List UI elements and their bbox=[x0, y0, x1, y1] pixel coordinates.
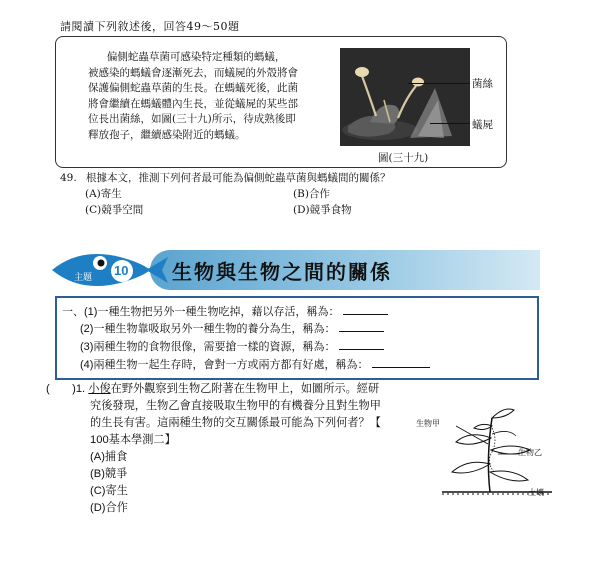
definition-prefix: 一、 bbox=[62, 306, 84, 318]
answer-blank[interactable] bbox=[372, 357, 430, 368]
option-c[interactable]: (C)競爭空間 bbox=[85, 204, 144, 216]
passage-line: 保護偏側蛇蟲草菌的生長。在螞蟻死後，此菌 bbox=[88, 82, 298, 95]
definition-4 bbox=[80, 356, 430, 372]
label-ant-corpse: 蟻屍 bbox=[472, 119, 493, 131]
passage-text bbox=[88, 50, 328, 144]
passage-line: 位長出菌絲，如圖(三十九)所示，待成熟後即 bbox=[88, 113, 296, 126]
question-text: 在野外觀察到生物乙附著在生物甲上，如圖所示。經研 bbox=[110, 383, 380, 395]
answer-blank[interactable] bbox=[339, 321, 384, 332]
answer-paren[interactable]: ( ) bbox=[46, 383, 76, 395]
label-organism-a: 生物甲 bbox=[416, 419, 440, 428]
option-a[interactable]: (A)寄生 bbox=[85, 188, 122, 200]
passage-line: 釋放孢子，繼續感染附近的螞蟻。 bbox=[88, 128, 246, 141]
passage-line: 偏側蛇蟲草菌可感染特定種類的螞蟻， bbox=[106, 51, 286, 63]
label-organism-b: 生物乙 bbox=[518, 448, 542, 457]
fungus-ant-photo bbox=[340, 48, 470, 146]
question-number: 49. bbox=[60, 172, 77, 184]
option-b[interactable]: (B)合作 bbox=[293, 188, 330, 200]
definition-text: (2)一種生物靠吸取另外一種生物的養分為生，稱為： bbox=[80, 323, 336, 335]
topic-title: 生物與生物之間的關係 bbox=[172, 260, 392, 284]
label-soil: 土壤 bbox=[528, 488, 544, 497]
option-d[interactable]: (D)競爭食物 bbox=[293, 204, 352, 216]
label-hyphae: 菌絲 bbox=[472, 78, 493, 90]
answer-blank[interactable] bbox=[343, 304, 388, 315]
passage-intro: 請閱讀下列敘述後，回答49～50題 bbox=[60, 20, 240, 33]
pointer-line-corpse bbox=[430, 123, 470, 124]
definition-text: (4)兩種生物一起生存時，會對一方或兩方都有好處，稱為： bbox=[80, 359, 369, 371]
definition-1 bbox=[62, 303, 388, 319]
option-d[interactable]: (D)合作 bbox=[90, 502, 128, 514]
topic-label: 主題 bbox=[74, 272, 93, 282]
question-line: 究後發現，生物乙會直接吸取生物甲的有機養分且對生物甲 bbox=[90, 400, 381, 412]
definition-2 bbox=[80, 320, 384, 336]
definition-3 bbox=[80, 338, 384, 354]
question-line: 的生長有害。這兩種生物的交互關係最可能為下列何者？【 bbox=[90, 417, 381, 429]
question-text: 根據本文，推測下列何者最可能為偏側蛇蟲草菌與螞蟻間的關係？ bbox=[86, 172, 391, 184]
definition-text: (1)一種生物把另外一種生物吃掉，藉以存活，稱為： bbox=[84, 306, 340, 318]
question-number: 1. bbox=[75, 383, 86, 395]
question-line bbox=[46, 381, 406, 398]
definition-text: (3)兩種生物的食物很像，需要搶一樣的資源，稱為： bbox=[80, 341, 336, 353]
pointer-line-hyphae bbox=[408, 83, 470, 84]
figure-caption: 圖(三十九) bbox=[378, 152, 429, 164]
option-a[interactable]: (A)捕食 bbox=[90, 451, 128, 463]
passage-line: 被感染的螞蟻會逐漸死去，而蟻屍的外殼將會 bbox=[88, 66, 298, 79]
person-name: 小俊 bbox=[88, 383, 111, 395]
question-1 bbox=[46, 381, 406, 517]
passage-line: 將會繼續在螞蟻體內生長，並從蟻屍的某些部 bbox=[88, 97, 298, 110]
question-line: 100基本學測二】 bbox=[90, 434, 176, 446]
topic-number: 10 bbox=[114, 263, 129, 278]
question-49 bbox=[60, 170, 391, 185]
fish-icon bbox=[50, 249, 170, 291]
option-c[interactable]: (C)寄生 bbox=[90, 485, 128, 497]
option-b[interactable]: (B)競爭 bbox=[90, 468, 128, 480]
answer-blank[interactable] bbox=[339, 339, 384, 350]
